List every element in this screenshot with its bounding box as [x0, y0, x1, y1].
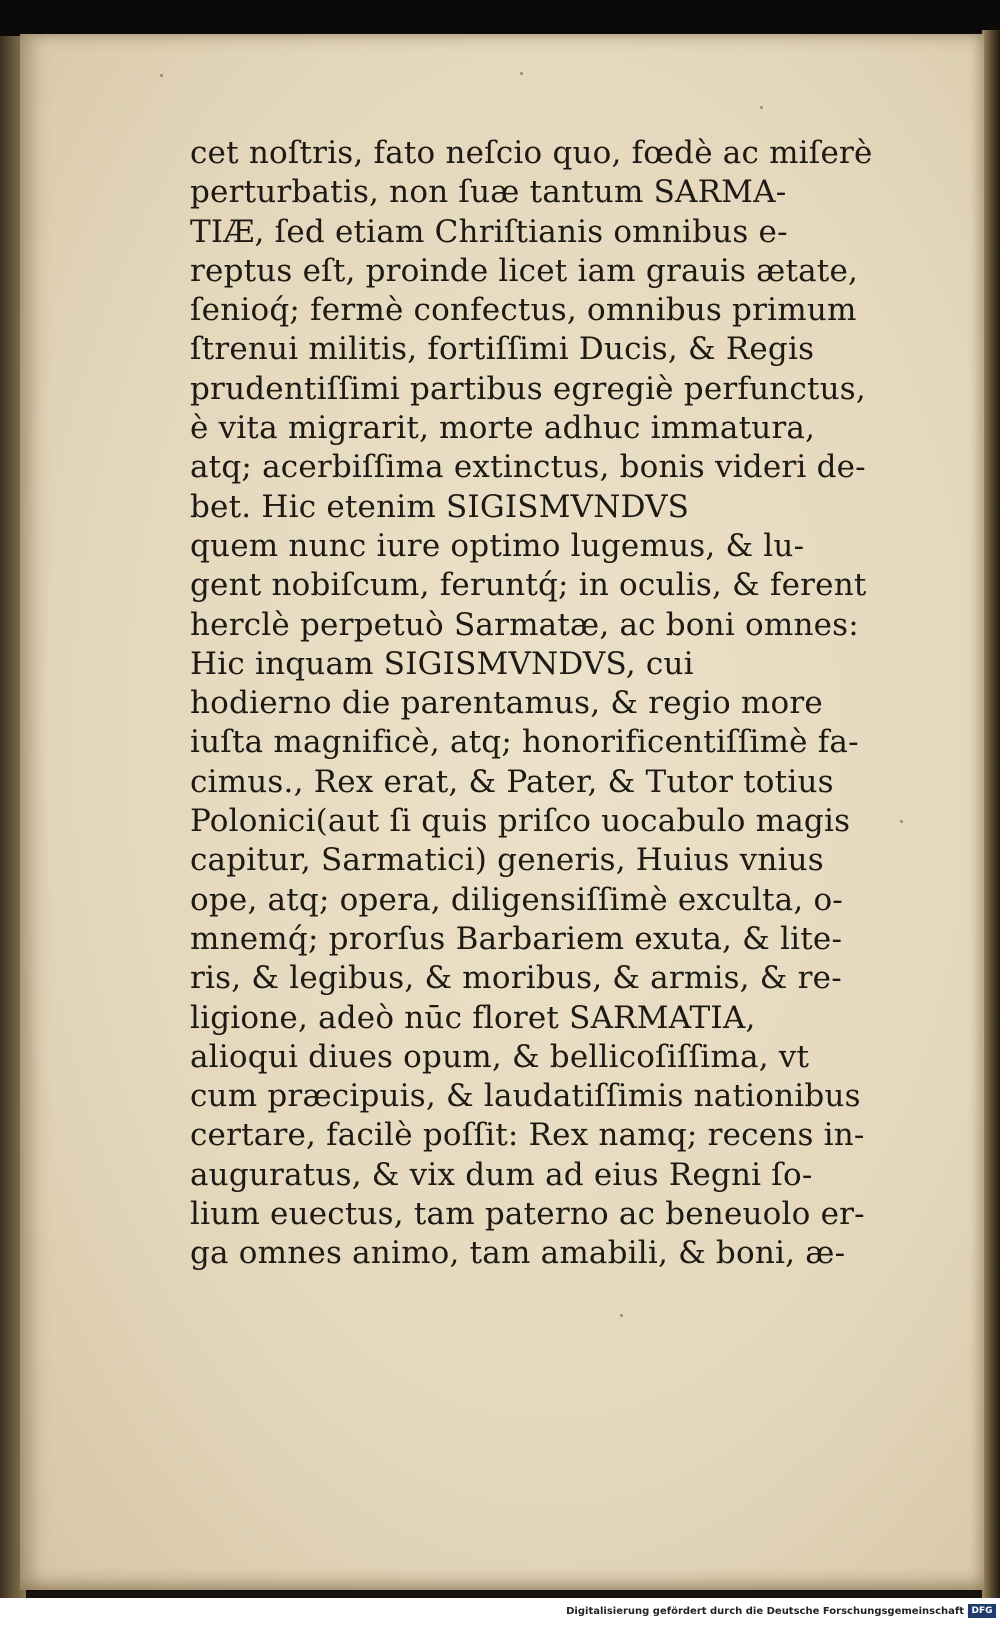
- digitization-footer: [0, 1598, 1000, 1631]
- text-line: ris, & legibus, & moribus, & armis, & re-: [190, 960, 842, 997]
- scan-top-margin: [0, 0, 1000, 36]
- text-line: è vita migrarit, morte adhuc immatura,: [190, 410, 816, 447]
- text-line: Hic inquam SIGISMVNDVS, cui: [190, 645, 694, 682]
- text-line: mnemq́; prorſus Barbariem exuta, & lite-: [190, 920, 843, 957]
- text-line: prudentiſſimi partibus egregiè perfunctus,: [190, 370, 866, 407]
- text-line: lium euectus, tam paterno ac beneuolo er-: [190, 1196, 865, 1233]
- text-line: TIÆ, ſed etiam Chriſtianis omnibus e-: [190, 213, 788, 250]
- text-line: cet noſtris, fato neſcio quo, fœdè ac miſerè: [190, 135, 873, 171]
- text-line: ſtrenui militis, fortiſſimi Ducis, & Regis: [190, 331, 815, 368]
- text-line: ligione, adeò nūc floret SARMATIA,: [190, 999, 756, 1036]
- book-right-edge: [982, 30, 1000, 1600]
- paper-speck: [620, 1314, 623, 1317]
- text-line: certare, facilè poſſit: Rex namq; recens in-: [190, 1117, 865, 1154]
- text-line: capitur, Sarmatici) generis, Huius vnius: [190, 842, 824, 879]
- text-line: cimus., Rex erat, & Pater, & Tutor totius: [190, 763, 834, 800]
- text-line: reptus eſt, proinde licet iam grauis ætate,: [190, 252, 859, 289]
- text-line: iuſta magnificè, atq; honorificentiſſimè fa-: [190, 724, 859, 761]
- paper-speck: [760, 106, 763, 109]
- text-line: hodierno die parentamus, & regio more: [190, 685, 823, 722]
- text-line: bet. Hic etenim SIGISMVNDVS: [190, 488, 690, 525]
- text-line: cum præcipuis, & laudatiſſimis nationibus: [190, 1078, 861, 1115]
- page-text: [190, 134, 910, 1274]
- text-line: ga omnes animo, tam amabili, & boni, æ-: [190, 1235, 846, 1272]
- text-line: atq; acerbiſſima extinctus, bonis videri de-: [190, 449, 866, 486]
- text-line: auguratus, & vix dum ad eius Regni ſo-: [190, 1156, 813, 1193]
- text-line: Polonici(aut ſi quis priſco uocabulo magis: [190, 803, 851, 840]
- paper-speck: [160, 74, 163, 77]
- text-line: ſenioq́; fermè confectus, omnibus primum: [190, 292, 857, 329]
- text-line: quem nunc iure optimo lugemus, & lu-: [190, 527, 805, 564]
- book-page: [20, 34, 984, 1590]
- text-line: gent nobiſcum, feruntq́; in oculis, & ferent: [190, 567, 867, 604]
- text-line: perturbatis, non ſuæ tantum SARMA-: [190, 174, 787, 211]
- dfg-logo: DFG: [968, 1604, 996, 1618]
- funding-credit: Digitalisierung gefördert durch die Deutsche Forschungsgemeinschaft: [566, 1606, 964, 1617]
- text-line: herclè perpetuò Sarmatæ, ac boni omnes:: [190, 606, 859, 643]
- text-line: alioqui diues opum, & bellicoſiſſima, vt: [190, 1038, 810, 1075]
- text-line: ope, atq; opera, diligensiſſimè exculta, o-: [190, 881, 843, 918]
- paper-speck: [520, 72, 523, 75]
